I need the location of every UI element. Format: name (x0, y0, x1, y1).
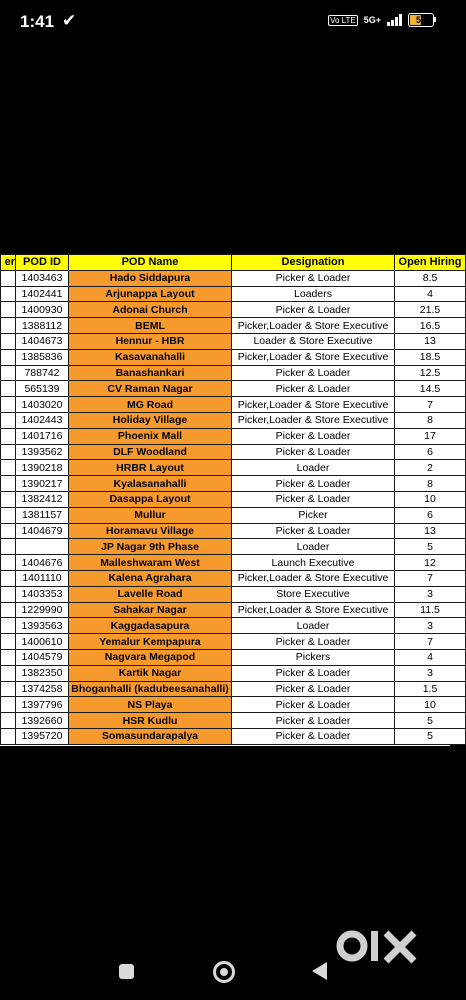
pod-id-cell: 1402441 (16, 286, 69, 302)
designation-cell: Picker,Loader & Store Executive (232, 397, 395, 413)
row-marker-cell (1, 649, 16, 665)
table-row (1, 555, 466, 571)
designation-cell: Loader (232, 460, 395, 476)
designation-cell: Picker & Loader (232, 444, 395, 460)
pod-id-cell: 788742 (16, 365, 69, 381)
open-hiring-cell: 12 (395, 555, 466, 571)
open-hiring-cell: 13 (395, 523, 466, 539)
pod-id-cell: 1388112 (16, 318, 69, 334)
table-row (1, 697, 466, 713)
designation-cell: Picker & Loader (232, 713, 395, 729)
pod-name-cell: MG Road (69, 397, 232, 413)
row-marker-cell (1, 602, 16, 618)
open-hiring-cell: 14.5 (395, 381, 466, 397)
table-row (1, 681, 466, 697)
row-marker-cell (1, 491, 16, 507)
row-marker-cell (1, 365, 16, 381)
open-hiring-cell: 10 (395, 491, 466, 507)
open-hiring-cell: 10 (395, 697, 466, 713)
pod-name-cell: Hennur - HBR (69, 333, 232, 349)
pod-id-cell: 1401110 (16, 570, 69, 586)
row-marker-cell (1, 476, 16, 492)
open-hiring-cell: 8 (395, 412, 466, 428)
pod-id-cell: 1401716 (16, 428, 69, 444)
designation-cell: Picker,Loader & Store Executive (232, 412, 395, 428)
open-hiring-cell: 4 (395, 286, 466, 302)
table-row (1, 302, 466, 318)
spreadsheet-image (0, 254, 462, 746)
table-row (1, 665, 466, 681)
column-header-designation: Designation (232, 255, 395, 271)
pod-name-cell: Kyalasanahalli (69, 476, 232, 492)
column-header-pod-id: POD ID (16, 255, 69, 271)
open-hiring-cell: 4 (395, 649, 466, 665)
pod-id-cell: 1390217 (16, 476, 69, 492)
designation-cell: Picker & Loader (232, 665, 395, 681)
open-hiring-cell: 3 (395, 665, 466, 681)
pod-id-cell: 1393562 (16, 444, 69, 460)
designation-cell: Loader & Store Executive (232, 333, 395, 349)
pod-id-cell: 1393563 (16, 618, 69, 634)
table-row (1, 460, 466, 476)
pod-name-cell: Bhoganhalli (kadubeesanahalli) (69, 681, 232, 697)
pod-id-cell: 1397796 (16, 697, 69, 713)
open-hiring-cell: 3 (395, 586, 466, 602)
recent-apps-square-icon[interactable] (119, 964, 134, 979)
row-marker-cell (1, 634, 16, 650)
row-marker-cell (1, 507, 16, 523)
pod-name-cell: Mullur (69, 507, 232, 523)
table-row (1, 507, 466, 523)
column-header-open-hiring: Open Hiring (395, 255, 466, 271)
row-marker-cell (1, 586, 16, 602)
table-row (1, 634, 466, 650)
designation-cell: Picker,Loader & Store Executive (232, 570, 395, 586)
pod-name-cell: JP Nagar 9th Phase (69, 539, 232, 555)
pod-name-cell: Kaggadasapura (69, 618, 232, 634)
volte-icon: Vo LTE (330, 15, 356, 25)
pod-id-cell: 1400610 (16, 634, 69, 650)
table-row (1, 728, 466, 744)
open-hiring-cell: 5 (395, 539, 466, 555)
row-marker-cell (1, 570, 16, 586)
designation-cell: Picker & Loader (232, 728, 395, 744)
pod-name-cell: Yemalur Kempapura (69, 634, 232, 650)
pod-id-cell: 565139 (16, 381, 69, 397)
pod-id-cell: 1400930 (16, 302, 69, 318)
designation-cell: Store Executive (232, 586, 395, 602)
designation-cell: Picker & Loader (232, 681, 395, 697)
pod-name-cell: Kasavanahalli (69, 349, 232, 365)
open-hiring-cell: 8.5 (395, 270, 466, 286)
row-marker-cell (1, 618, 16, 634)
pod-name-cell: Phoenix Mall (69, 428, 232, 444)
pod-name-cell: Dasappa Layout (69, 491, 232, 507)
designation-cell: Picker & Loader (232, 365, 395, 381)
pod-name-cell: Banashankari (69, 365, 232, 381)
open-hiring-cell: 5 (395, 728, 466, 744)
pod-name-cell: Hado Siddapura (69, 270, 232, 286)
designation-cell: Launch Executive (232, 555, 395, 571)
table-row (1, 286, 466, 302)
open-hiring-cell: 8 (395, 476, 466, 492)
table-row (1, 649, 466, 665)
designation-cell: Pickers (232, 649, 395, 665)
status-icons (328, 13, 434, 27)
table-row (1, 365, 466, 381)
pod-name-cell: Nagvara Megapod (69, 649, 232, 665)
table-row (1, 412, 466, 428)
designation-cell: Picker,Loader & Store Executive (232, 602, 395, 618)
table-row (1, 349, 466, 365)
back-triangle-icon[interactable] (312, 962, 327, 980)
table-row (1, 570, 466, 586)
pod-id-cell (16, 539, 69, 555)
designation-cell: Picker & Loader (232, 302, 395, 318)
designation-cell: Picker & Loader (232, 476, 395, 492)
pod-id-cell: 1404579 (16, 649, 69, 665)
designation-cell: Picker,Loader & Store Executive (232, 349, 395, 365)
row-marker-cell (1, 397, 16, 413)
designation-cell: Picker & Loader (232, 634, 395, 650)
battery-level: 55 (415, 15, 426, 25)
designation-cell: Loaders (232, 286, 395, 302)
row-marker-cell (1, 539, 16, 555)
pod-name-cell: DLF Woodland (69, 444, 232, 460)
pod-name-cell: NS Playa (69, 697, 232, 713)
row-marker-cell (1, 555, 16, 571)
designation-cell: Picker,Loader & Store Executive (232, 318, 395, 334)
pod-name-cell: Adonai Church (69, 302, 232, 318)
row-marker-cell (1, 318, 16, 334)
clock: 1:41 (20, 12, 55, 31)
open-hiring-cell: 1.5 (395, 681, 466, 697)
open-hiring-cell: 7 (395, 570, 466, 586)
designation-cell: Picker & Loader (232, 428, 395, 444)
row-marker-cell (1, 428, 16, 444)
designation-cell: Picker & Loader (232, 491, 395, 507)
home-circle-icon[interactable] (213, 961, 235, 983)
designation-cell: Picker & Loader (232, 270, 395, 286)
pod-name-cell: CV Raman Nagar (69, 381, 232, 397)
table-body (1, 270, 466, 744)
pod-name-cell: Kartik Nagar (69, 665, 232, 681)
designation-cell: Loader (232, 539, 395, 555)
designation-cell: Loader (232, 618, 395, 634)
open-hiring-cell: 18.5 (395, 349, 466, 365)
table-header-row (1, 255, 466, 271)
table-row (1, 539, 466, 555)
open-hiring-cell: 2 (395, 460, 466, 476)
open-hiring-cell: 3 (395, 618, 466, 634)
row-marker-cell (1, 460, 16, 476)
open-hiring-cell: 12.5 (395, 365, 466, 381)
checkmark-icon: ✔ (62, 11, 77, 30)
pod-id-cell: 1403353 (16, 586, 69, 602)
table-row (1, 602, 466, 618)
row-marker-cell (1, 270, 16, 286)
pod-id-cell: 1404673 (16, 333, 69, 349)
table-row (1, 523, 466, 539)
table-row (1, 713, 466, 729)
pod-id-cell: 1402443 (16, 412, 69, 428)
row-marker-cell (1, 412, 16, 428)
designation-cell: Picker & Loader (232, 523, 395, 539)
row-marker-cell (1, 381, 16, 397)
open-hiring-cell: 7 (395, 397, 466, 413)
pod-name-cell: HSR Kudlu (69, 713, 232, 729)
table-row (1, 491, 466, 507)
row-marker-cell (1, 681, 16, 697)
row-marker-cell (1, 665, 16, 681)
pod-name-cell: Horamavu Village (69, 523, 232, 539)
designation-cell: Picker & Loader (232, 697, 395, 713)
pod-id-cell: 1404676 (16, 555, 69, 571)
battery-icon (408, 13, 434, 27)
designation-cell: Picker (232, 507, 395, 523)
row-marker-cell (1, 286, 16, 302)
table-row (1, 397, 466, 413)
pod-name-cell: Malleshwaram West (69, 555, 232, 571)
pod-name-cell: Somasundarapalya (69, 728, 232, 744)
open-hiring-cell: 6 (395, 444, 466, 460)
signal-icon (387, 14, 402, 26)
pod-name-cell: Kalena Agrahara (69, 570, 232, 586)
table-row (1, 586, 466, 602)
pod-id-cell: 1404679 (16, 523, 69, 539)
row-marker-cell (1, 302, 16, 318)
network-label: 5G+ (363, 15, 381, 25)
table-row (1, 476, 466, 492)
pod-id-cell: 1382350 (16, 665, 69, 681)
table-row (1, 333, 466, 349)
pod-name-cell: Holiday Village (69, 412, 232, 428)
pod-id-cell: 1381157 (16, 507, 69, 523)
table-row (1, 270, 466, 286)
table-row (1, 618, 466, 634)
open-hiring-cell: 11.5 (395, 602, 466, 618)
row-marker-cell (1, 523, 16, 539)
open-hiring-cell: 7 (395, 634, 466, 650)
pod-name-cell: HRBR Layout (69, 460, 232, 476)
hiring-table (0, 254, 466, 745)
row-marker-cell (1, 697, 16, 713)
table-row (1, 381, 466, 397)
row-marker-cell (1, 728, 16, 744)
pod-id-cell: 1390218 (16, 460, 69, 476)
pod-name-cell: Lavelle Road (69, 586, 232, 602)
open-hiring-cell: 13 (395, 333, 466, 349)
column-header-pod-name: POD Name (69, 255, 232, 271)
open-hiring-cell: 16.5 (395, 318, 466, 334)
pod-name-cell: BEML (69, 318, 232, 334)
pod-id-cell: 1395720 (16, 728, 69, 744)
pod-id-cell: 1382412 (16, 491, 69, 507)
table-row (1, 318, 466, 334)
pod-name-cell: Sahakar Nagar (69, 602, 232, 618)
pod-id-cell: 1392660 (16, 713, 69, 729)
row-marker-cell (1, 444, 16, 460)
table-row (1, 444, 466, 460)
open-hiring-cell: 5 (395, 713, 466, 729)
column-header-partial: er (1, 255, 16, 271)
row-marker-cell (1, 349, 16, 365)
designation-cell: Picker & Loader (232, 381, 395, 397)
pod-id-cell: 1403463 (16, 270, 69, 286)
open-hiring-cell: 21.5 (395, 302, 466, 318)
pod-id-cell: 1374258 (16, 681, 69, 697)
status-bar (0, 0, 450, 44)
row-marker-cell (1, 713, 16, 729)
pod-id-cell: 1385836 (16, 349, 69, 365)
open-hiring-cell: 6 (395, 507, 466, 523)
table-row (1, 428, 466, 444)
pod-id-cell: 1229990 (16, 602, 69, 618)
open-hiring-cell: 17 (395, 428, 466, 444)
pod-name-cell: Arjunappa Layout (69, 286, 232, 302)
pod-id-cell: 1403020 (16, 397, 69, 413)
row-marker-cell (1, 333, 16, 349)
